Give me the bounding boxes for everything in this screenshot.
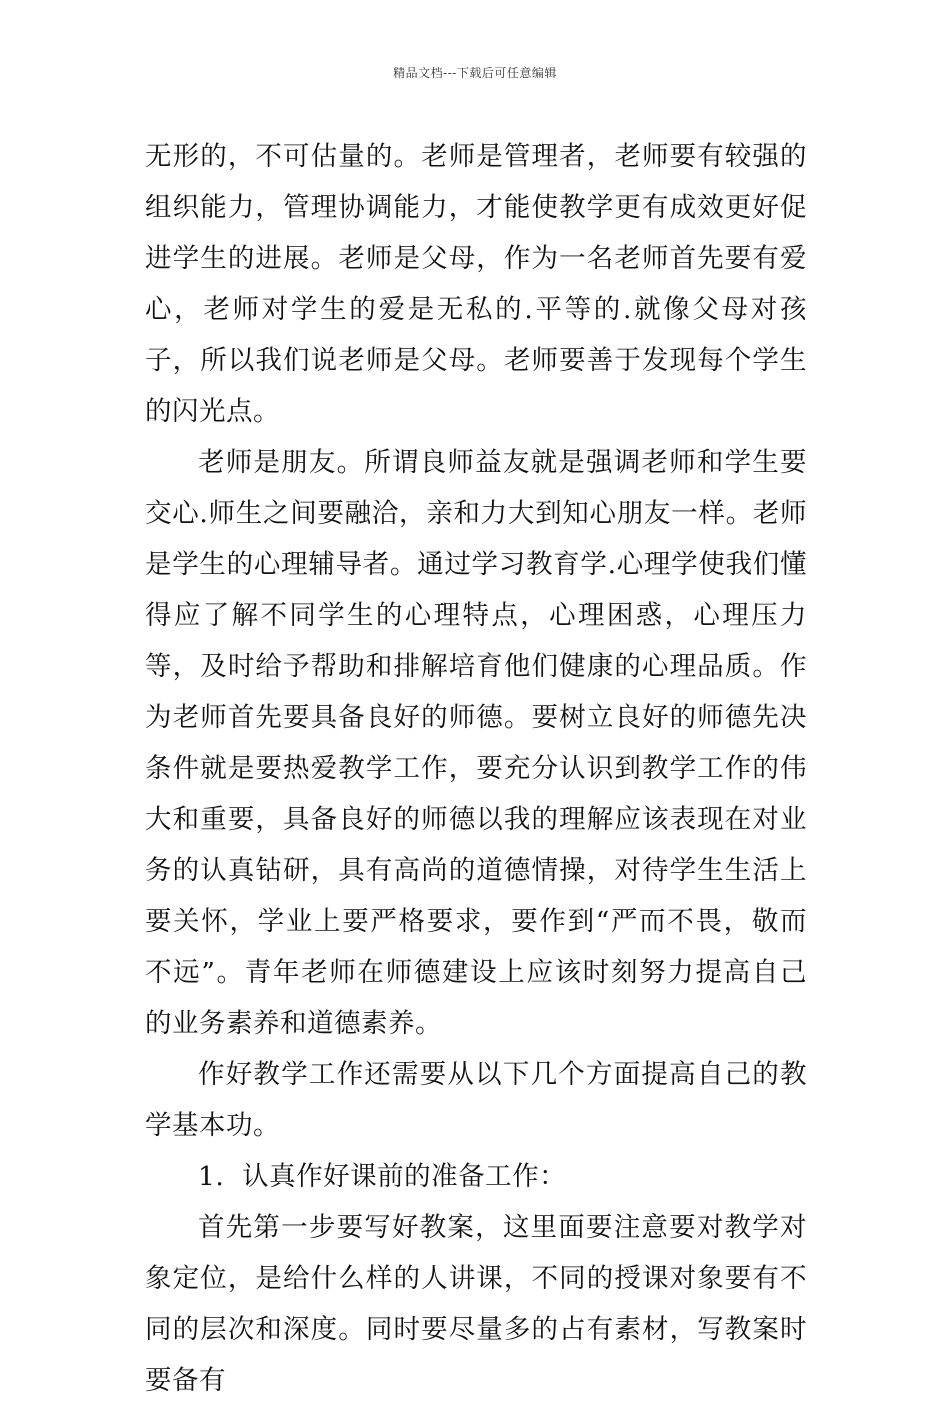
paragraph-2: 老师是朋友。所谓良师益友就是强调老师和学生要交心.师生之间要融洽，亲和力大到知心朋友一样。老师是学生的心理辅导者。通过学习教育学.心理学使我们懂得应了解不同学生的心理特点，心理困惑，心理压力等，及时给予帮助和排解培育他们健康的心理品质。作为老师首先要具备良好的师德。要树立良好的师德先决条件就是要热爱教学工作，要充分认识到教学工作的伟大和重要，具备良好的师德以我的理解应该表现在对业务的认真钻研，具有高尚的道德情操，对待学生生活上要关怀，学业上要严格要求，要作到“严而不畏，敬而不远”。青年老师在师德建设上应该时刻努力提高自己的业务素养和道德素养。 xyxy=(145,447,807,1039)
paragraph-3: 作好教学工作还需要从以下几个方面提高自己的教学基本功。 xyxy=(145,1059,807,1141)
list-item-1-heading: 1. 认真作好课前的准备工作： xyxy=(198,1161,567,1192)
paragraph-5: 首先第一步要写好教案，这里面要注意要对教学对象定位，是给什么样的人讲课，不同的授课对象要有不同的层次和深度。同时要尽量多的占有素材，写教案时要备有 xyxy=(145,1212,807,1396)
page-header: 精品文档---下载后可任意编辑 xyxy=(393,66,557,80)
paragraph-1: 无形的，不可估量的。老师是管理者，老师要有较强的组织能力，管理协调能力，才能使教学更有成效更好促进学生的进展。老师是父母，作为一名老师首先要有爱心，老师对学生的爱是无私的.平等的.就像父母对孩子，所以我们说老师是父母。老师要善于发现每个学生的闪光点。 xyxy=(145,141,807,427)
document-body xyxy=(145,131,807,1406)
